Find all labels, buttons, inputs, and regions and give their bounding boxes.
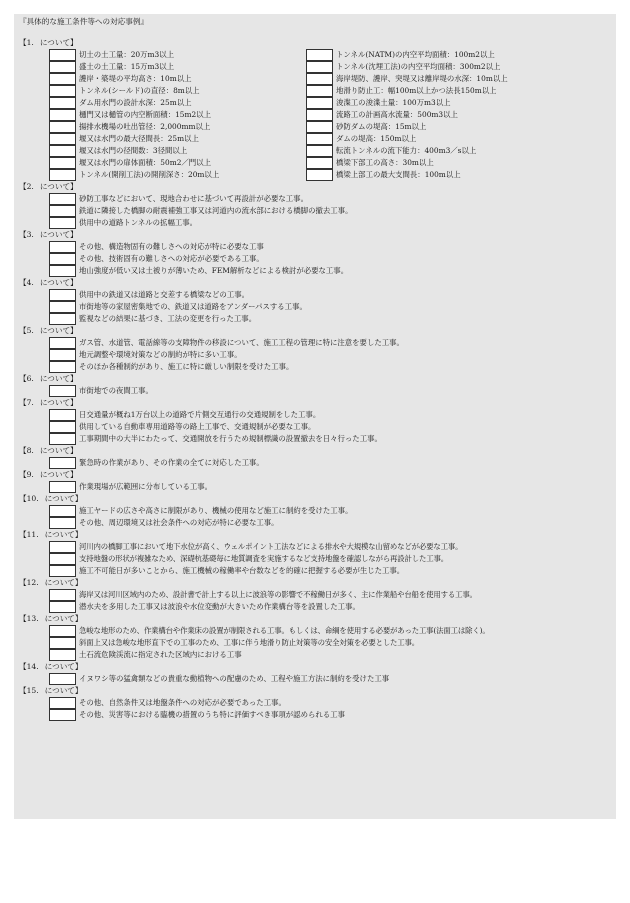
condition-checkbox[interactable] [306, 121, 333, 133]
condition-checkbox[interactable] [306, 49, 333, 61]
condition-label: 盛土の土工量：15万m3以上 [79, 62, 175, 71]
condition-checkbox[interactable] [49, 49, 76, 61]
section-heading [19, 229, 615, 241]
section-suffix: について】 [44, 686, 83, 695]
section-number: 【14. [19, 662, 39, 671]
condition-label: トンネル(シールド)の直径：8m以上 [79, 86, 200, 95]
condition-item [19, 253, 615, 265]
condition-checkbox[interactable] [49, 697, 76, 709]
condition-checkbox[interactable] [49, 169, 76, 181]
condition-checkbox[interactable] [49, 409, 76, 421]
condition-checkbox[interactable] [306, 145, 333, 157]
conditions-panel [14, 14, 616, 819]
condition-label: 作業現場が広範囲に分布している工事。 [79, 482, 213, 491]
condition-item [19, 709, 615, 721]
section-number: 【7. [19, 398, 34, 407]
condition-item [306, 145, 615, 157]
section-suffix: について】 [39, 230, 78, 239]
condition-item [306, 49, 615, 61]
condition-checkbox[interactable] [49, 601, 76, 613]
condition-item [19, 517, 615, 529]
condition-label: 橋梁上部工の最大支間長：100m以上 [336, 170, 461, 179]
condition-section [19, 661, 615, 685]
condition-item [19, 637, 615, 649]
condition-checkbox[interactable] [49, 589, 76, 601]
condition-item [306, 73, 615, 85]
condition-label: 鉄道に隣接した橋脚の耐震補強工事又は河道内の流水部における橋脚の撤去工事。 [79, 206, 353, 215]
section-suffix: について】 [39, 374, 78, 383]
condition-checkbox[interactable] [49, 361, 76, 373]
condition-item [19, 133, 306, 145]
condition-section [19, 445, 615, 469]
section-heading [19, 685, 615, 697]
section-number: 【1. [19, 38, 34, 47]
condition-item [19, 337, 615, 349]
section-number: 【3. [19, 230, 34, 239]
section-suffix: について】 [39, 182, 78, 191]
condition-item [19, 601, 615, 613]
condition-section [19, 493, 615, 529]
condition-checkbox[interactable] [49, 541, 76, 553]
section-number: 【2. [19, 182, 34, 191]
condition-label: 潜水夫を多用した工事又は波浪や水位変動が大きいため作業構台等を設置した工事。 [79, 602, 360, 611]
condition-checkbox[interactable] [49, 481, 76, 493]
section-heading [19, 661, 615, 673]
condition-label: 浚渫工の浚渫土量：100万m3以上 [336, 98, 451, 107]
condition-item [19, 697, 615, 709]
section-suffix: について】 [39, 326, 78, 335]
section-suffix: について】 [44, 614, 83, 623]
section-heading [19, 613, 615, 625]
condition-checkbox[interactable] [49, 625, 76, 637]
condition-item [19, 589, 615, 601]
condition-item [19, 49, 306, 61]
condition-label: その他、技術固有の難しさへの対応が必要である工事。 [79, 254, 264, 263]
condition-item [19, 349, 615, 361]
condition-label: 転流トンネルの流下能力：400m3／s以上 [336, 146, 477, 155]
section-heading [19, 529, 615, 541]
condition-label: その他、災害等における臨機の措置のうち特に評価すべき事項が認められる工事 [79, 710, 345, 719]
condition-label: 市街地での夜間工事。 [79, 386, 153, 395]
condition-item [19, 73, 306, 85]
section-suffix: について】 [39, 278, 78, 287]
condition-checkbox[interactable] [49, 289, 76, 301]
condition-item [19, 169, 306, 181]
condition-checkbox[interactable] [49, 97, 76, 109]
condition-item [19, 217, 615, 229]
condition-checkbox[interactable] [49, 85, 76, 97]
condition-label: その他、周辺環境又は社会条件への対応が特に必要な工事。 [79, 518, 279, 527]
condition-label: ダムの堤高：150m以上 [336, 134, 417, 143]
condition-checkbox[interactable] [49, 433, 76, 445]
condition-item [19, 433, 615, 445]
condition-label: イヌワシ等の猛禽類などの貴重な動植物への配慮のため、工程や施工方法に制約を受けた工事 [79, 674, 390, 683]
condition-checkbox[interactable] [306, 157, 333, 169]
condition-item [19, 409, 615, 421]
section-suffix: について】 [39, 470, 78, 479]
condition-label: 流路工の計画高水流量：500m3以上 [336, 110, 458, 119]
criteria-column-left [19, 49, 306, 181]
condition-item [19, 565, 615, 577]
condition-checkbox[interactable] [49, 217, 76, 229]
condition-checkbox[interactable] [49, 301, 76, 313]
condition-item [19, 157, 306, 169]
condition-item [306, 97, 615, 109]
condition-checkbox[interactable] [49, 337, 76, 349]
section-number: 【12. [19, 578, 39, 587]
condition-label: 供用している自動車専用道路等の路上工事で、交通規制が必要な工事。 [79, 422, 316, 431]
condition-item [19, 109, 306, 121]
section-number: 【10. [19, 494, 39, 503]
condition-checkbox[interactable] [49, 349, 76, 361]
condition-item [19, 421, 615, 433]
condition-item [19, 457, 615, 469]
section-suffix: について】 [39, 398, 78, 407]
condition-item [19, 625, 615, 637]
condition-section [19, 325, 615, 373]
section-heading [19, 493, 615, 505]
condition-item [19, 241, 615, 253]
condition-label: 切土の土工量：20万m3以上 [79, 50, 175, 59]
condition-section [19, 613, 615, 661]
condition-item [19, 145, 306, 157]
condition-label: 施工ヤードの広さや高さに制限があり、機械の使用など施工に制約を受けた工事。 [79, 506, 353, 515]
section-heading [19, 181, 615, 193]
condition-item [19, 301, 615, 313]
section-number: 【6. [19, 374, 34, 383]
condition-item [306, 169, 615, 181]
section-suffix: について】 [39, 38, 78, 47]
condition-label: その他、自然条件又は地盤条件への対応が必要であった工事。 [79, 698, 286, 707]
condition-checkbox[interactable] [49, 313, 76, 325]
condition-item [306, 157, 615, 169]
section-heading [19, 37, 615, 49]
condition-checkbox[interactable] [306, 97, 333, 109]
condition-label: 砂防工事などにおいて、現地合わせに基づいて再設計が必要な工事。 [79, 194, 308, 203]
condition-label: トンネル(開削工法)の開削深さ：20m以上 [79, 170, 220, 179]
condition-item [19, 289, 615, 301]
condition-item [19, 313, 615, 325]
condition-section [19, 577, 615, 613]
condition-checkbox[interactable] [49, 385, 76, 397]
condition-item [19, 121, 306, 133]
condition-label: 日交通量が概ね1万台以上の道路で片側交互通行の交通規制をした工事。 [79, 410, 321, 419]
section-suffix: について】 [44, 662, 83, 671]
condition-label: 緊急時の作業があり、その作業の全てに対応した工事。 [79, 458, 264, 467]
document-title: 『具体的な施工条件等への対応事例』 [19, 17, 149, 26]
criteria-column-right [306, 49, 615, 181]
condition-item [19, 505, 615, 517]
condition-checkbox[interactable] [49, 145, 76, 157]
condition-label: 工事期間中の大半にわたって、交通開放を行うため規制標識の設置撤去を日々行った工事。 [79, 434, 382, 443]
condition-checkbox[interactable] [49, 121, 76, 133]
section-number: 【9. [19, 470, 34, 479]
condition-label: 堰又は水門の径間数：3径間以上 [79, 146, 188, 155]
condition-label: 護岸・築堤の平均高さ：10m以上 [79, 74, 192, 83]
condition-label: その他、構造物固有の難しさへの対応が特に必要な工事 [79, 242, 264, 251]
condition-section [19, 685, 615, 721]
condition-checkbox[interactable] [306, 85, 333, 97]
condition-item [19, 61, 306, 73]
condition-checkbox[interactable] [49, 193, 76, 205]
condition-label: トンネル(NATM)の内空平均面積：100m2以上 [336, 50, 495, 59]
condition-checkbox[interactable] [49, 505, 76, 517]
condition-label: 海岸堤防、護岸、突堤又は離岸堤の水深：10m以上 [336, 74, 508, 83]
section-suffix: について】 [39, 446, 78, 455]
condition-checkbox[interactable] [49, 157, 76, 169]
section-number: 【11. [19, 530, 39, 539]
condition-label: 揚排水機場の吐出管径：2,000mm以上 [79, 122, 211, 131]
condition-label: 支持地盤の形状が複雑なため、深礎杭基礎毎に地質調査を実施するなど支持地盤を確認しながら再設計した工事。 [79, 554, 448, 563]
section-heading [19, 577, 615, 589]
condition-label: 地山強度が低い又は土被りが薄いため、FEM解析などによる検討が必要な工事。 [79, 266, 349, 275]
section-number: 【4. [19, 278, 34, 287]
condition-label: そのほか各種制約があり、施工に特に厳しい制限を受けた工事。 [79, 362, 294, 371]
condition-item [306, 109, 615, 121]
section-suffix: について】 [44, 530, 83, 539]
condition-item [19, 481, 615, 493]
condition-label: 施工不可能日が多いことから、施工機械の稼働率や台数などを的確に把握する必要が生じた工事。 [79, 566, 405, 575]
section-number: 【15. [19, 686, 39, 695]
condition-label: ガス管、水道管、電話線等の支障物件の移設について、施工工程の管理に特に注意を要した工事。 [79, 338, 404, 347]
condition-label: 樋門又は樋管の内空断面積：15m2以上 [79, 110, 211, 119]
sections-container [19, 37, 615, 721]
condition-checkbox[interactable] [49, 241, 76, 253]
condition-checkbox[interactable] [306, 61, 333, 73]
condition-checkbox[interactable] [49, 133, 76, 145]
condition-item [19, 193, 615, 205]
condition-label: 土石流危険渓流に指定された区域内における工事 [79, 650, 242, 659]
condition-item [19, 673, 615, 685]
section-heading [19, 325, 615, 337]
condition-checkbox[interactable] [306, 73, 333, 85]
condition-label: 供用中の道路トンネルの拡幅工事。 [79, 218, 198, 227]
condition-checkbox[interactable] [49, 457, 76, 469]
condition-checkbox[interactable] [49, 73, 76, 85]
condition-item [19, 85, 306, 97]
section-number: 【8. [19, 446, 34, 455]
condition-label: 斜面上又は急峻な地形直下での工事のため、工事に伴う地滑り防止対策等の安全対策を必要とした工事。 [79, 638, 420, 647]
condition-checkbox[interactable] [49, 421, 76, 433]
condition-label: 供用中の鉄道又は道路と交差する橋梁などの工事。 [79, 290, 249, 299]
condition-label: 地滑り防止工：幅100m以上かつ法長150m以上 [336, 86, 497, 95]
condition-label: ダム用水門の設計水深：25m以上 [79, 98, 192, 107]
condition-item [19, 385, 615, 397]
condition-checkbox[interactable] [49, 673, 76, 685]
condition-item [19, 265, 615, 277]
condition-checkbox[interactable] [49, 637, 76, 649]
condition-checkbox[interactable] [49, 109, 76, 121]
condition-checkbox[interactable] [49, 565, 76, 577]
condition-checkbox[interactable] [49, 61, 76, 73]
condition-section [19, 229, 615, 277]
condition-label: トンネル(沈埋工法)の内空平均面積：300m2以上 [336, 62, 501, 71]
condition-checkbox[interactable] [306, 169, 333, 181]
condition-label: 砂防ダムの堤高：15m以上 [336, 122, 427, 131]
condition-checkbox[interactable] [49, 649, 76, 661]
section-number: 【13. [19, 614, 39, 623]
condition-label: 堰又は水門の扉体面積：50m2／門以上 [79, 158, 211, 167]
condition-section [19, 181, 615, 229]
condition-item [19, 649, 615, 661]
condition-checkbox[interactable] [49, 205, 76, 217]
condition-item [306, 61, 615, 73]
condition-section [19, 397, 615, 445]
condition-label: 河川内の橋脚工事において地下水位が高く、ウェルポイント工法などによる排水や大規模な山留めなどが必要な工事。 [79, 542, 463, 551]
size-criteria-grid [19, 49, 615, 181]
condition-label: 市街地等の家屋密集地での、鉄道又は道路をアンダーパスする工事。 [79, 302, 307, 311]
condition-checkbox[interactable] [49, 553, 76, 565]
condition-section [19, 277, 615, 325]
condition-label: 堰又は水門の最大径間長：25m以上 [79, 134, 199, 143]
condition-label: 監視などの結果に基づき、工法の変更を行った工事。 [79, 314, 257, 323]
condition-item [19, 97, 306, 109]
section-heading [19, 373, 615, 385]
condition-item [306, 85, 615, 97]
condition-item [306, 133, 615, 145]
condition-checkbox[interactable] [306, 133, 333, 145]
condition-checkbox[interactable] [306, 109, 333, 121]
section-number: 【5. [19, 326, 34, 335]
condition-item [19, 361, 615, 373]
condition-item [19, 553, 615, 565]
condition-section [19, 37, 615, 181]
condition-item [306, 121, 615, 133]
condition-checkbox[interactable] [49, 265, 76, 277]
section-heading [19, 469, 615, 481]
condition-section [19, 529, 615, 577]
condition-checkbox[interactable] [49, 253, 76, 265]
section-heading [19, 397, 615, 409]
condition-section [19, 373, 615, 397]
condition-label: 海岸又は河川区域内のため、設計書で計上する以上に波浪等の影響で不稼働日が多く、主に作業船や台船を使用する工事。 [79, 590, 477, 599]
section-suffix: について】 [44, 494, 83, 503]
condition-section [19, 469, 615, 493]
condition-label: 橋梁下部工の高さ：30m以上 [336, 158, 434, 167]
condition-item [19, 541, 615, 553]
condition-item [19, 205, 615, 217]
condition-label: 急峻な地形のため、作業構台や作業床の設置が制限される工事。もしくは、命綱を使用する必要があった工事(法面工は除く)。 [79, 626, 490, 635]
section-suffix: について】 [44, 578, 83, 587]
condition-checkbox[interactable] [49, 709, 76, 721]
section-heading [19, 445, 615, 457]
condition-checkbox[interactable] [49, 517, 76, 529]
condition-label: 地元調整や環境対策などの制約が特に多い工事。 [79, 350, 242, 359]
section-heading [19, 277, 615, 289]
